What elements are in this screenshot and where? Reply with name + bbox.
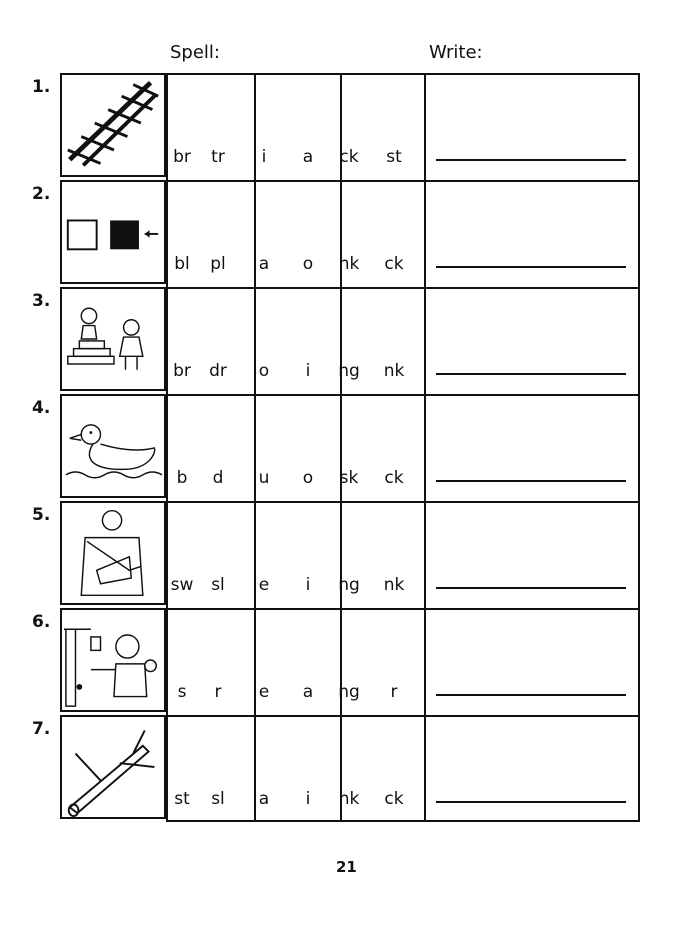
onset-choice[interactable]: s (177, 682, 187, 702)
item-number: 6. (32, 612, 51, 632)
ending-choice[interactable]: ng (338, 682, 360, 702)
item-number: 5. (32, 505, 51, 525)
write-answer-line[interactable] (436, 373, 626, 375)
ending-choice[interactable]: ck (384, 789, 404, 809)
spell-header: Spell: (170, 42, 220, 63)
row-border (166, 608, 640, 610)
write-answer-line[interactable] (436, 694, 626, 696)
onset-choice[interactable]: br (173, 361, 191, 381)
row-border (166, 73, 640, 75)
onset-choice[interactable]: dr (209, 361, 227, 381)
onset-choice[interactable]: sl (211, 575, 225, 595)
exercise-row (32, 180, 640, 287)
duck-picture (60, 394, 166, 498)
exercise-row (32, 608, 640, 715)
row-border (166, 715, 640, 717)
vowel-choice[interactable]: e (258, 575, 270, 595)
exercise-row (32, 394, 640, 501)
write-answer-line[interactable] (436, 266, 626, 268)
vowel-choice[interactable]: i (305, 361, 311, 381)
vowel-choice[interactable]: i (261, 147, 267, 167)
onset-choice[interactable]: sw (170, 575, 194, 595)
ending-choice[interactable]: ck (384, 254, 404, 274)
arm-sling-picture (60, 501, 166, 605)
worksheet-grid (32, 73, 640, 820)
page-number: 21 (336, 858, 357, 876)
vowel-choice[interactable]: i (305, 575, 311, 595)
vowel-choice[interactable]: a (302, 147, 314, 167)
ending-choice[interactable]: ng (338, 361, 360, 381)
vowel-choice[interactable]: i (305, 789, 311, 809)
children-at-steps-picture (60, 287, 166, 391)
item-number: 4. (32, 398, 51, 418)
onset-choice[interactable]: r (214, 682, 222, 702)
onset-choice[interactable]: pl (210, 254, 226, 274)
ending-choice[interactable]: ck (339, 147, 359, 167)
vowel-choice[interactable]: e (258, 682, 270, 702)
write-answer-line[interactable] (436, 480, 626, 482)
write-answer-line[interactable] (436, 587, 626, 589)
vowel-choice[interactable]: a (258, 789, 270, 809)
onset-choice[interactable]: d (212, 468, 224, 488)
exercise-row (32, 73, 640, 180)
onset-choice[interactable]: st (174, 789, 190, 809)
vowel-choice[interactable]: o (302, 254, 314, 274)
ending-choice[interactable]: nk (338, 789, 360, 809)
ending-choice[interactable]: r (390, 682, 398, 702)
onset-choice[interactable]: sl (211, 789, 225, 809)
ending-choice[interactable]: nk (383, 575, 405, 595)
ending-choice[interactable]: ng (338, 575, 360, 595)
vowel-choice[interactable]: u (258, 468, 270, 488)
row-border (166, 180, 640, 182)
vowel-choice[interactable]: o (302, 468, 314, 488)
write-header: Write: (429, 42, 483, 63)
onset-choice[interactable]: tr (211, 147, 225, 167)
row-border (166, 287, 640, 289)
boy-ringing-doorbell-picture (60, 608, 166, 712)
row-border (166, 820, 640, 822)
item-number: 1. (32, 77, 51, 97)
item-number: 7. (32, 719, 51, 739)
write-answer-line[interactable] (436, 801, 626, 803)
row-border (166, 501, 640, 503)
onset-choice[interactable]: bl (174, 254, 190, 274)
ending-choice[interactable]: sk (339, 468, 359, 488)
vowel-choice[interactable]: a (302, 682, 314, 702)
onset-choice[interactable]: b (176, 468, 188, 488)
vowel-choice[interactable]: a (258, 254, 270, 274)
stick-picture (60, 715, 166, 819)
black-square-picture (60, 180, 166, 284)
row-border (166, 394, 640, 396)
ending-choice[interactable]: nk (383, 361, 405, 381)
ending-choice[interactable]: st (386, 147, 402, 167)
exercise-row (32, 715, 640, 822)
ending-choice[interactable]: nk (338, 254, 360, 274)
item-number: 2. (32, 184, 51, 204)
item-number: 3. (32, 291, 51, 311)
ending-choice[interactable]: ck (384, 468, 404, 488)
onset-choice[interactable]: br (173, 147, 191, 167)
vowel-choice[interactable]: o (258, 361, 270, 381)
exercise-row (32, 501, 640, 608)
railroad-track-picture (60, 73, 166, 177)
write-answer-line[interactable] (436, 159, 626, 161)
exercise-row (32, 287, 640, 394)
